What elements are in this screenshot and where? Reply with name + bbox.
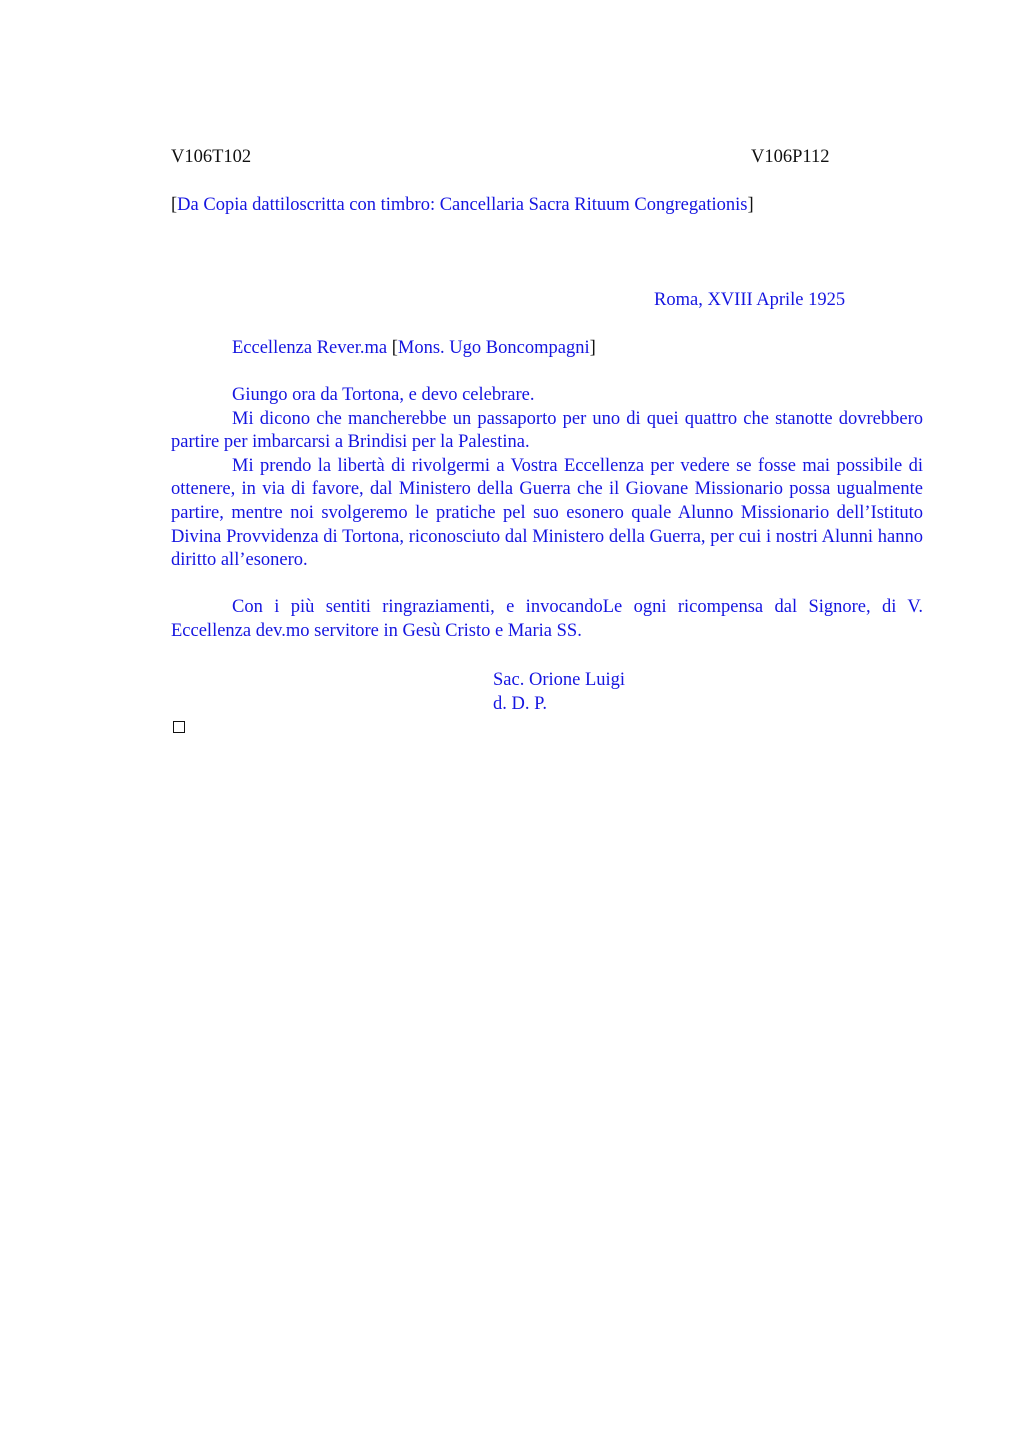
paragraph: Mi prendo la libertà di rivolgermi a Vostra Eccellenza per vedere se fosse mai possibile di ottenere, in via di favore, dal Ministero della Guerra che il Giovane Missionario possa ugualmente partire, mentre noi svolgeremo le pratiche pel suo esonero quale Alunno Missionario dell’Istituto Divina Provvidenza di Tortona, riconosciuto dal Ministero della Guerra, per cui i nostri Alunni hanno diritto all’esonero. — [171, 455, 923, 571]
addressee-close-bracket: ] — [589, 338, 596, 358]
source-close-bracket: ] — [747, 195, 754, 215]
paragraph: Mi dicono che mancherebbe un passaporto per uno di quei quattro che stanotte dovrebbero partire per imbarcarsi a Brindisi per la Palestina. — [171, 408, 923, 453]
signature-block — [493, 669, 625, 716]
square-box-icon — [173, 721, 185, 733]
reference-code-left: V106T102 — [171, 147, 252, 167]
source-note-text: Da Copia dattiloscritta con timbro: Cancellaria Sacra Rituum Congregationis — [177, 195, 748, 215]
letter-date: Roma, XVIII Aprile 1925 — [654, 290, 846, 310]
closing-paragraph: Con i più sentiti ringraziamenti, e invocandoLe ogni ricompensa dal Signore, di V. Eccellenza dev.mo servitore in Gesù Cristo e Maria SS. — [171, 597, 923, 641]
addressee: Mons. Ugo Boncompagni — [397, 338, 590, 358]
salutation — [232, 337, 596, 361]
reference-code-right: V106P112 — [751, 147, 830, 167]
letter-body — [171, 384, 923, 644]
signature-name: Sac. Orione Luigi — [493, 670, 626, 690]
salutation-text: Eccellenza Rever.ma — [232, 338, 392, 358]
paragraph: Giungo ora da Tortona, e devo celebrare. — [232, 385, 535, 405]
source-open-bracket: [ — [171, 195, 178, 215]
addressee-open-bracket: [ — [391, 338, 398, 358]
source-note — [171, 194, 754, 218]
signature-order: d. D. P. — [493, 693, 547, 714]
